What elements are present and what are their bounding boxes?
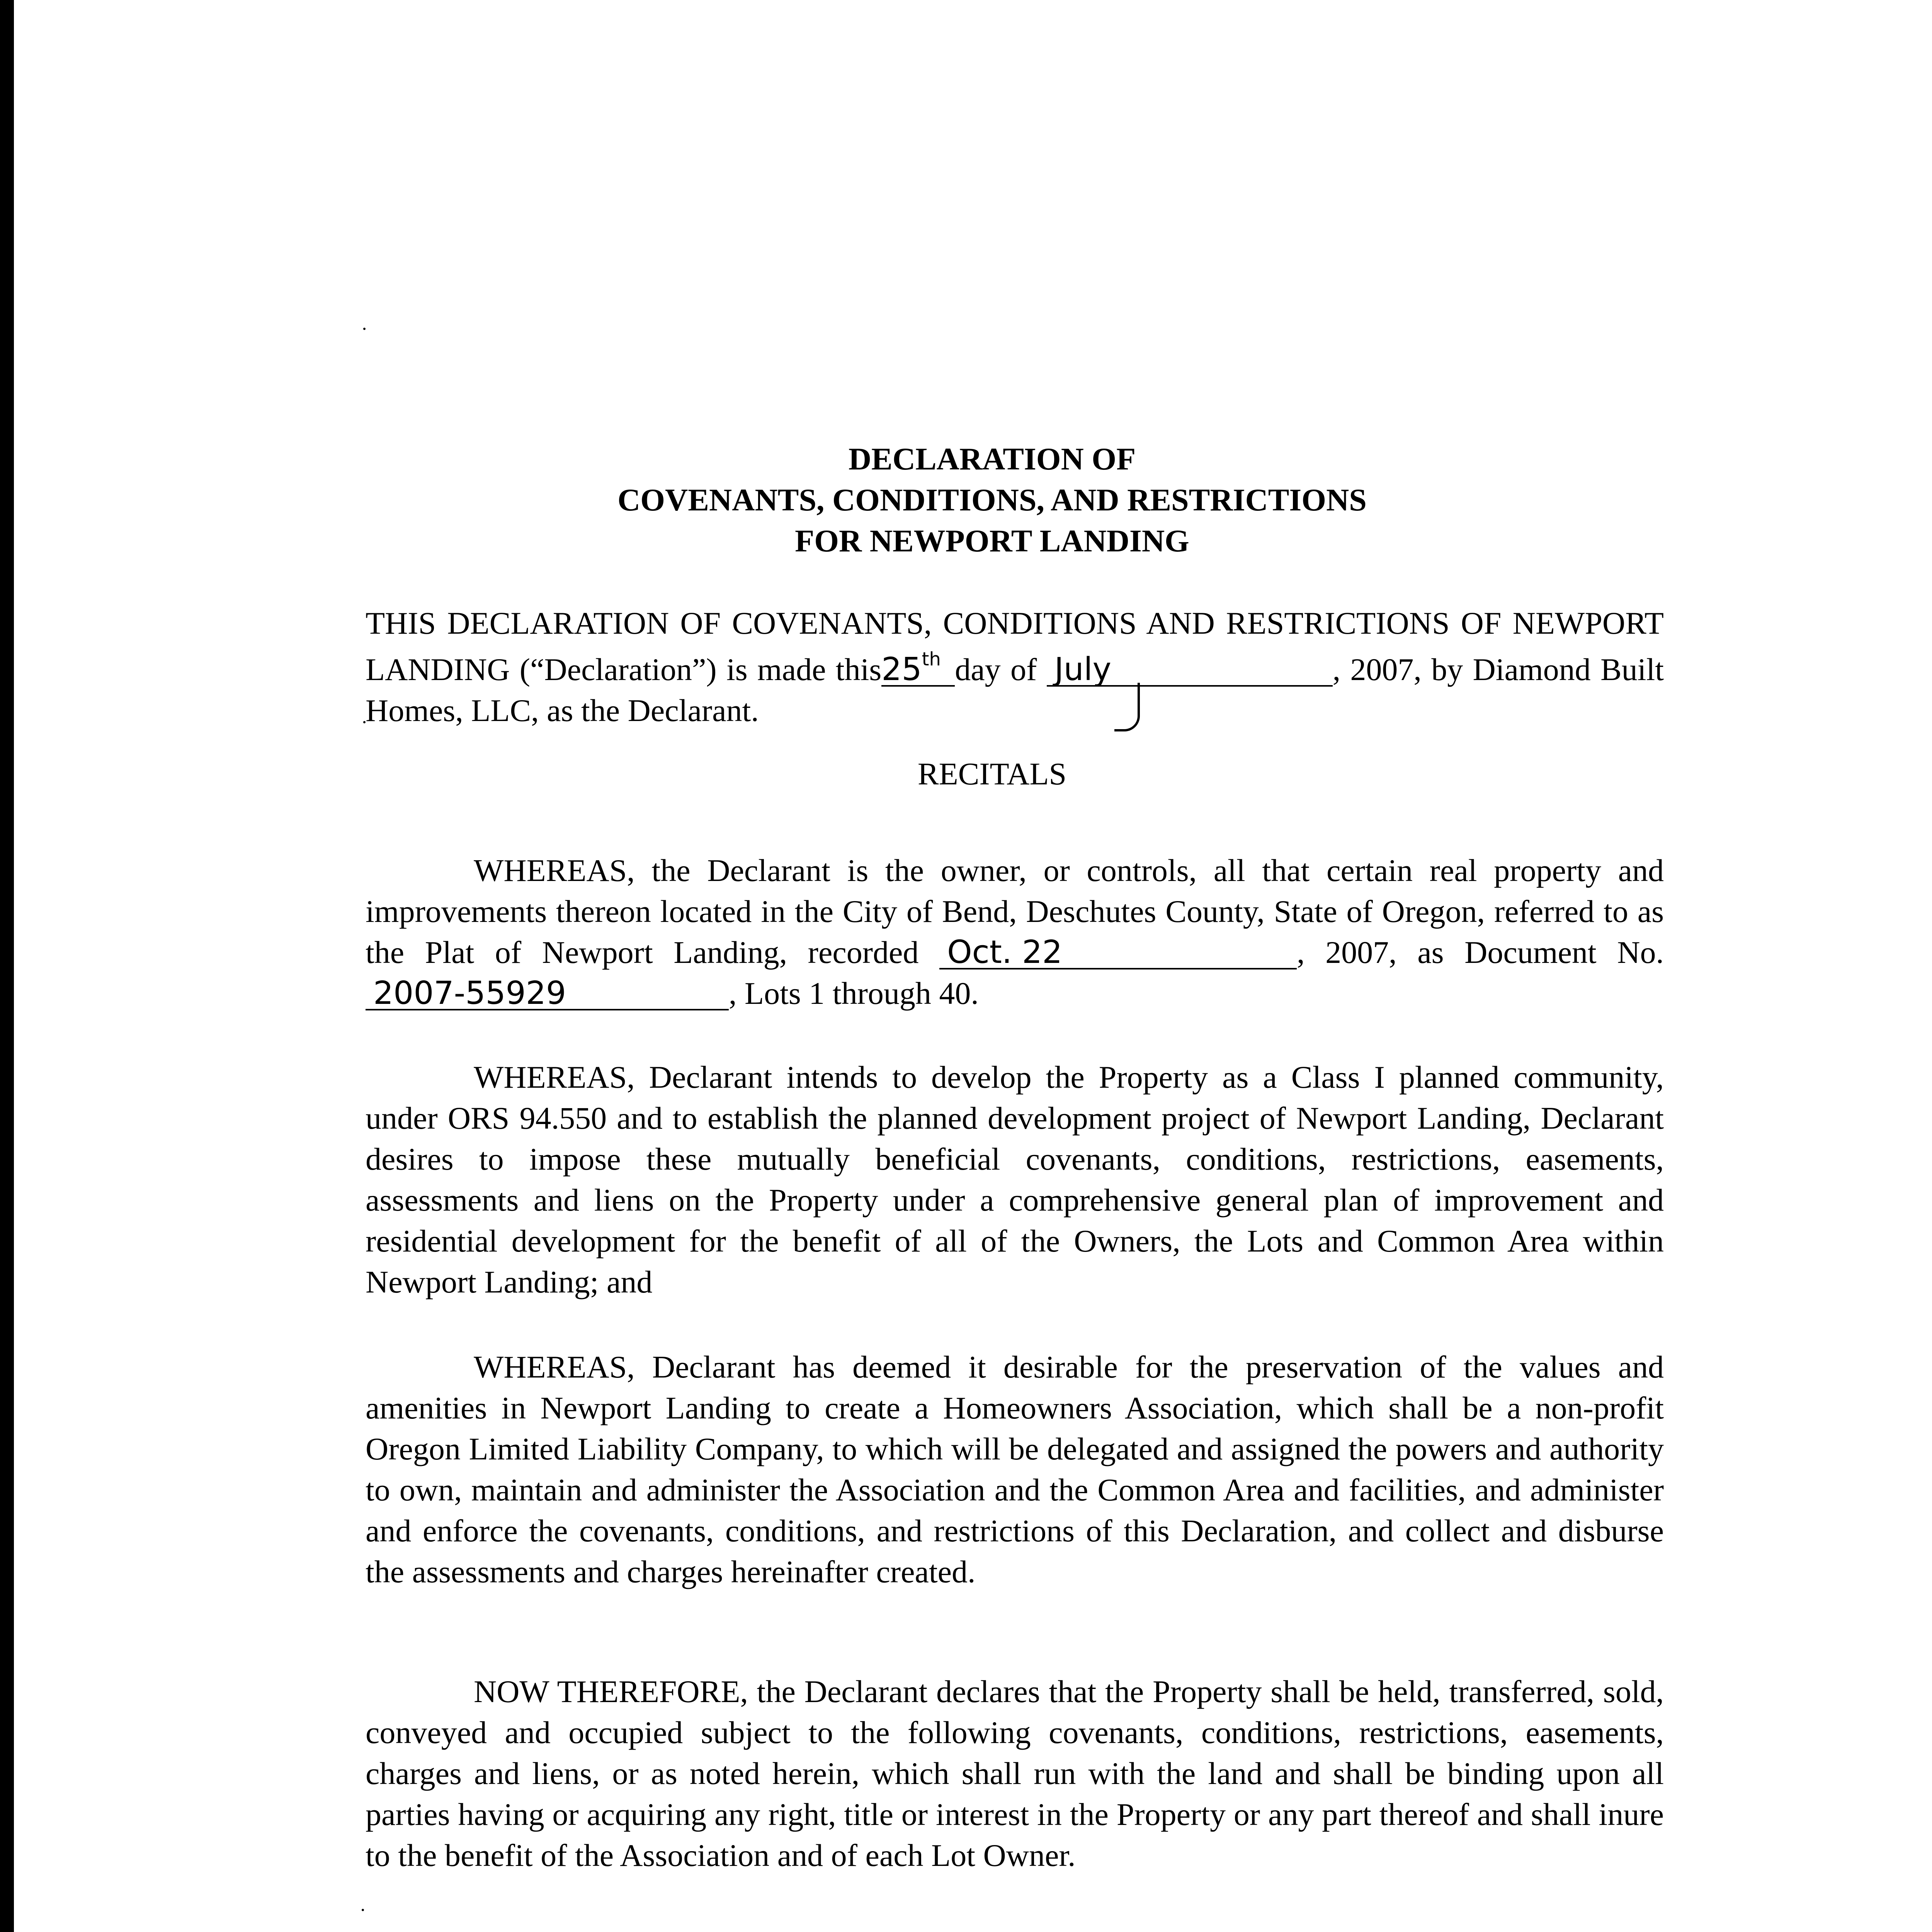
paragraph-1-text-3: , Lots 1 through 40. <box>729 976 979 1011</box>
intro-text-2: day of <box>955 652 1037 687</box>
document-number-blank <box>366 975 729 1012</box>
intro-text-1: THIS DECLARATION OF COVENANTS, CONDITIONS AND RESTRICTIONS OF NEWPORT LANDING (“Declaration”) is made this <box>366 605 1664 687</box>
document-page <box>14 0 1932 1932</box>
intro-paragraph <box>366 603 1664 731</box>
handwritten-day-suffix: th <box>922 648 941 670</box>
handwritten-document-number: 2007-55929 <box>373 975 566 1012</box>
paragraph-whereas-owner <box>366 850 1664 1014</box>
title-line-2: COVENANTS, CONDITIONS, AND RESTRICTIONS <box>617 482 1367 517</box>
paragraph-4-text: NOW THEREFORE, the Declarant declares that the Property shall be held, transferred, sold, conveyed and occupied subject to the following covenants, conditions, restrictions, easements, charges and liens, or as noted herein, which shall run with the land and shall be binding upon all parties having or acquiring any right, title or interest in the Property or any part thereof and shall inure to the benefit of the Association and of each Lot Owner. <box>366 1674 1664 1873</box>
title-line-1: DECLARATION OF <box>848 441 1136 476</box>
paragraph-1-text-1: WHEREAS, the Declarant is the owner, or controls, all that certain real property and improvements thereon located in the City of Bend, Deschutes County, State of Oregon, referred to as the Plat of Newport Landing, recorded <box>366 853 1664 970</box>
recorded-date-blank <box>939 934 1297 971</box>
paragraph-now-therefore <box>366 1671 1664 1876</box>
handwritten-day: 25 <box>881 651 922 688</box>
month-blank <box>1047 651 1333 688</box>
document-title <box>14 439 1932 561</box>
scan-speck <box>363 328 366 330</box>
paragraph-2-text: WHEREAS, Declarant intends to develop the Property as a Class I planned community, under ORS 94.550 and to establish the planned development project of Newport Landing, Declarant desires to impose these mutually beneficial covenants, conditions, restrictions, easements, assessments and liens on the Property under a comprehensive general plan of improvement and residential development for the benefit of all of the Owners, the Lots and Common Area within Newport Landing; and <box>366 1060 1664 1299</box>
recitals-heading: RECITALS <box>917 756 1067 791</box>
paragraph-whereas-develop <box>366 1057 1664 1303</box>
paragraph-1-text-2: , 2007, as Document No. <box>1297 935 1664 970</box>
handwritten-month: July <box>1054 651 1112 688</box>
scan-speck <box>362 1909 364 1911</box>
intro-text-3: , 2007, by Diamond Built Homes, LLC, as the Declarant. <box>366 652 1664 728</box>
title-line-3: FOR NEWPORT LANDING <box>795 523 1189 558</box>
paragraph-whereas-association <box>366 1347 1664 1592</box>
paragraph-3-text: WHEREAS, Declarant has deemed it desirable for the preservation of the values and amenities in Newport Landing to create a Homeowners Association, which shall be a non-profit Oregon Limited Liability Company, to which will be delegated and assigned the powers and authority to own, maintain and administer the Association and the Common Area and facilities, and administer and enforce the covenants, conditions, and restrictions of this Declaration, and collect and disburse the assessments and charges hereinafter created. <box>366 1349 1664 1589</box>
day-blank <box>881 644 955 687</box>
handwritten-recorded-date: Oct. 22 <box>947 934 1063 971</box>
